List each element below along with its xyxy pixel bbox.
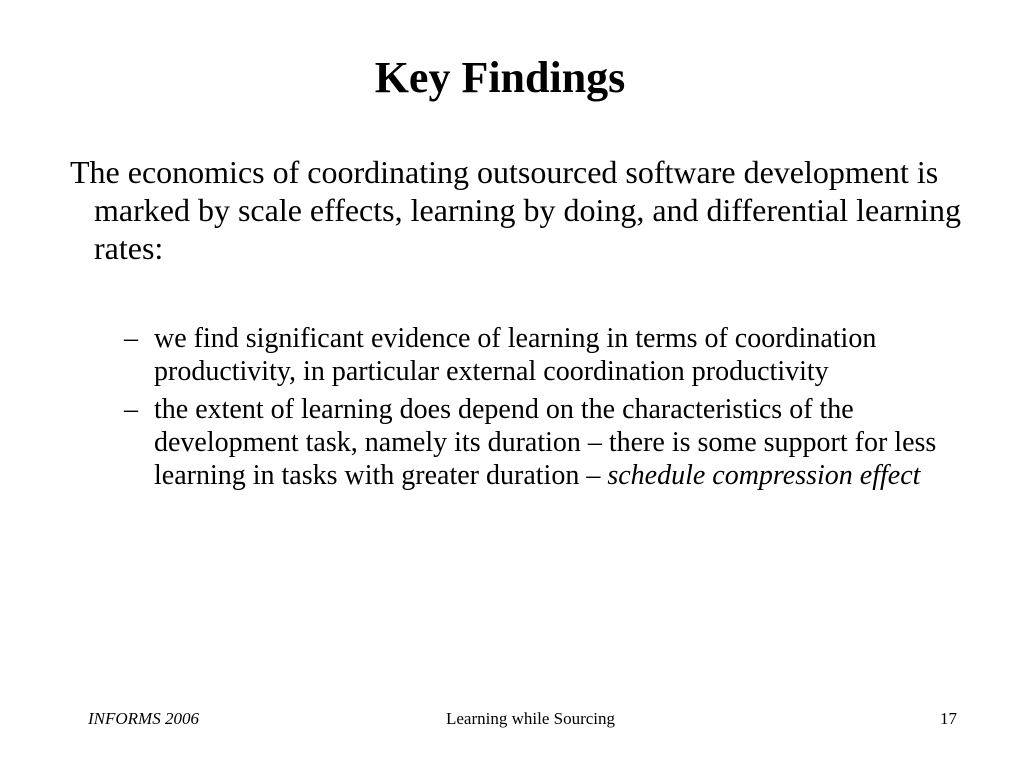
slide-title: Key Findings	[374, 53, 626, 102]
sub-point-list	[124, 322, 974, 497]
main-point: The economics of coordinating outsourced software development is marked by scale effects, learning by doing, and differential learning rates:	[70, 154, 961, 266]
page-number: 17	[940, 709, 957, 728]
sub-point	[124, 322, 974, 388]
footer-title: Learning while Sourcing	[446, 709, 616, 728]
sub-point	[124, 393, 974, 492]
dash-bullet: –	[124, 394, 138, 425]
emphasized-phrase: schedule compression effect	[607, 460, 921, 491]
footer-event: INFORMS 2006	[88, 709, 199, 728]
sub-point-text: we find significant evidence of learning in terms of coordination productivity, in particular external coordination productivity	[154, 323, 877, 387]
dash-bullet: –	[124, 323, 138, 354]
sub-point-text: the extent of learning does depend on the characteristics of the development task, namely its duration – there is some support for less learning in tasks with greater duration –	[154, 394, 937, 491]
